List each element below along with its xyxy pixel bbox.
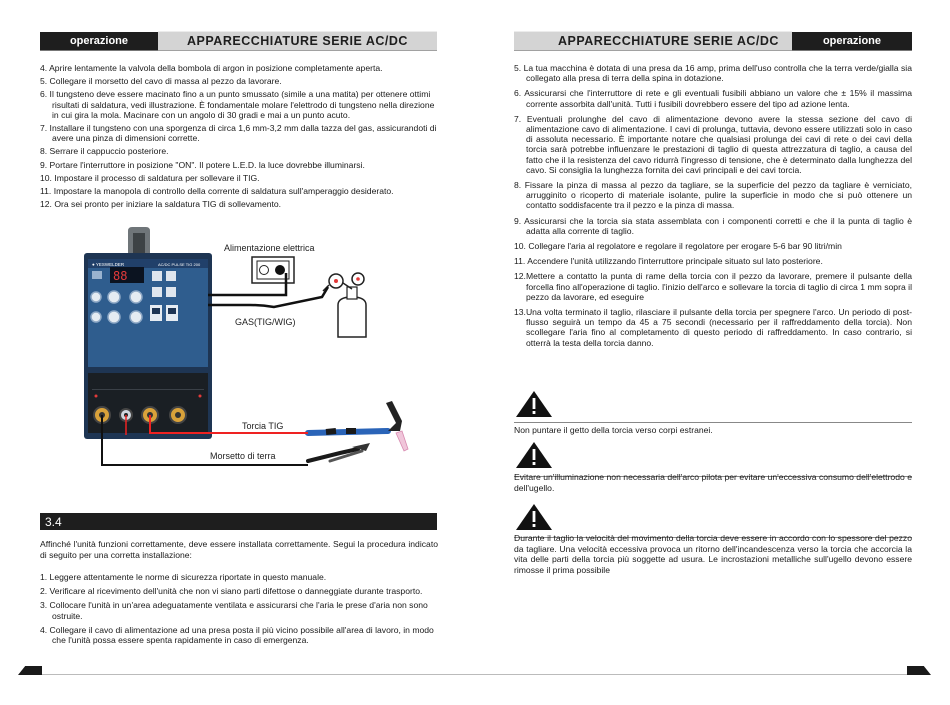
installation-steps-list: [40, 572, 438, 649]
warning-text: Evitare un'illuminazione non necessaria dell'arco pilota per evitare un'eccessiva consumo dell'elettrodo e dell'ugello.: [514, 472, 912, 493]
list-item: 11. Impostare la manopola di controllo della corrente di saldatura sull'amperaggio desiderato.: [40, 186, 394, 197]
warning-text: Durante il taglio la velocità del movimento della torcia deve essere in accordo con lo spessore del pezzo da tagliare. Una velocità eccessiva provoca un ritorno dell'incandescenza verso la torcia che accorcia la vita delle parti della torcia più soggette ad usura. Le incrostazioni metalliche sull'ugello devono essere rimosse il prima possibile: [514, 533, 912, 575]
list-item: 8. Fissare la pinza di massa al pezzo da tagliare, se la superficie del pezzo da tagliare è verniciato, arrugginito o ricoperto di materiale isolante, pulire la superficie in modo che si può ottenere un contatto soddisfacente tra il pezzo e la pinza di massa.: [514, 180, 912, 211]
gas-cylinder: [323, 273, 366, 337]
footer-rule: [475, 674, 907, 675]
list-item: 7. Eventuali prolunghe del cavo di alimentazione devono avere la stessa sezione del cavo di alimentazione cavo di alimentazione. I cavi di prolunga, tuttavia, devono essere utilizzati solo in caso di assoluta necessario. È importante notare che qualsiasi prolunga dei cavi di rete o dei cavi della torcia sarà potrebbe influenzare le prestazioni di taglio di questa attrezzatura di taglio, a causa del fatto che il la resistenza del cavo ridurrà l'ingresso di tensione, che è determinato dalla lunghezza del cavo. Si consiglia la lunghezza fornita dei cavi principali e dei cavi torcia.: [514, 113, 912, 175]
right-page-header: [514, 32, 912, 51]
section-heading: 3.4: [40, 513, 437, 530]
list-item: 6. Assicurarsi che l'interruttore di rete e gli eventuali fusibili abbiano un valore che ± 15% il massima corrente assorbita dall'unità. Tutti i fusibili dovrebbero essere del tipo ad azione lenta.: [514, 88, 912, 109]
label-gas: GAS(TIG/WIG): [235, 317, 296, 327]
list-item: 10. Impostare il processo di saldatura per sollevare il TIG.: [40, 172, 260, 183]
header-section-label: operazione: [792, 32, 912, 50]
left-page-header: [40, 32, 437, 51]
list-item: 4. Aprire lentamente la valvola della bombola di argon in posizione completamente aperta.: [40, 63, 383, 73]
list-item: 10. Collegare l'aria al regolatore e regolare il regolatore per erogare 5-6 bar 90 litri/min: [514, 241, 842, 252]
header-title: APPARECCHIATURE SERIE AC/DC: [514, 32, 792, 51]
list-item: 4. Collegare il cavo di alimentazione ad una presa posta il più vicino possibile all'area di lavoro, in modo che l'unità possa essere spenta rapidamente in caso di emergenza.: [40, 624, 434, 646]
header-section-label: operazione: [40, 32, 158, 50]
gas-hose: [208, 287, 328, 307]
list-item: 5. Collegare il morsetto del cavo di massa al pezzo da lavorare.: [40, 76, 282, 87]
list-item: 9. Portare l'interruttore in posizione "ON". Il potere L.E.D. la luce dovrebbe illuminarsi.: [40, 159, 365, 170]
list-item: 11. Accendere l'unità utilizzando l'interruttore principale situato sul lato posteriore.: [514, 256, 823, 267]
right-page: [475, 0, 950, 705]
machine-handle: [128, 227, 150, 253]
list-item: 13.Una volta terminato il taglio, rilasciare il pulsante della torcia per spegnere l'arco. Un periodo di post-flusso seguirà un tempo da 45 a 75 secondi (necessario per il raffreddamento della torcia). Non scollegare l'aria fino al completamento di questo periodo di raffreddamento. In caso contrario, si otterrà la testa della torcia danno.: [514, 307, 912, 348]
list-item: 8. Serrare il cappuccio posteriore.: [40, 146, 169, 157]
footer-mark: [18, 666, 42, 675]
list-item: 3. Collocare l'unità in un'area adeguatamente ventilata e assicurarsi che l'aria le prese d'aria non sono ostruite.: [40, 600, 428, 621]
list-item: 7. Installare il tungsteno con una sporgenza di circa 1,6 mm-3,2 mm dalla tazza del gas, assicurandoti di avere una pinza di dimensioni corrette.: [40, 123, 437, 144]
label-torch: Torcia TIG: [242, 421, 284, 431]
machine-model: AC/DC PULSE TIG 200: [158, 262, 201, 267]
warning-divider: [514, 422, 912, 423]
list-item: 1. Leggere attentamente le norme di sicurezza riportate in questo manuale.: [40, 572, 327, 582]
power-outlet: [252, 257, 294, 283]
list-item: 6. Il tungsteno deve essere macinato fino a un punto smussato (simile a una matita) per ottenere ottimi risultati di saldatura, vedi illustrazione. È fondamentale molare l'elettrodo di tungsteno nella direzione in cui gira la mola. Macinare con un angolo di 30 gradi e mai a un punto acuto.: [40, 89, 435, 120]
tig-connection-diagram: [40, 225, 420, 470]
warning-icon: [515, 390, 553, 418]
list-item: 9. Assicurarsi che la torcia sia stata assemblata con i componenti corretti e che il la punta di taglio è adatta alla corrente di taglio.: [514, 215, 912, 236]
footer-mark: [907, 666, 931, 675]
header-title: APPARECCHIATURE SERIE AC/DC: [158, 32, 437, 51]
tig-torch: [308, 401, 408, 451]
ground-clamp: [308, 443, 370, 461]
warning-icon: [515, 503, 553, 531]
warning-text: Non puntare il getto della torcia verso corpi estranei.: [514, 425, 713, 435]
list-item: 5. La tua macchina è dotata di una presa da 16 amp, prima dell'uso controlla che la terra verde/gialla sia collegato alla presa di terra della spina in dotazione.: [514, 63, 912, 84]
section-intro: Affinché l'unità funzioni correttamente, deve essere installata correttamente. Segui la procedura indicato di seguito per una corretta installazione:: [40, 539, 438, 560]
label-power: Alimentazione elettrica: [224, 243, 315, 253]
label-ground: Morsetto di terra: [210, 451, 276, 461]
list-item: 12.Mettere a contatto la punta di rame della torcia con il pezzo da lavorare, premere il pulsante della forcella fino all'operazione di taglio. l'inizio dell'arco e sollevare la torcia di taglio di circa 1 mm sopra il pezzo da lavorare, ed eseguire: [514, 271, 912, 302]
welding-machine: [84, 253, 212, 439]
list-item: 12. Ora sei pronto per iniziare la saldatura TIG di sollevamento.: [40, 199, 282, 210]
display-value: 88: [113, 269, 128, 283]
right-steps-list: [514, 63, 912, 353]
list-item: 2. Verificare al ricevimento dell'unità che non vi siano parti difettose o danneggiate durante trasporto.: [40, 586, 423, 597]
footer-rule: [42, 674, 475, 675]
warning-icon: [515, 441, 553, 469]
left-steps-list: [40, 63, 438, 212]
machine-brand: ● YESWELDER: [92, 262, 125, 267]
